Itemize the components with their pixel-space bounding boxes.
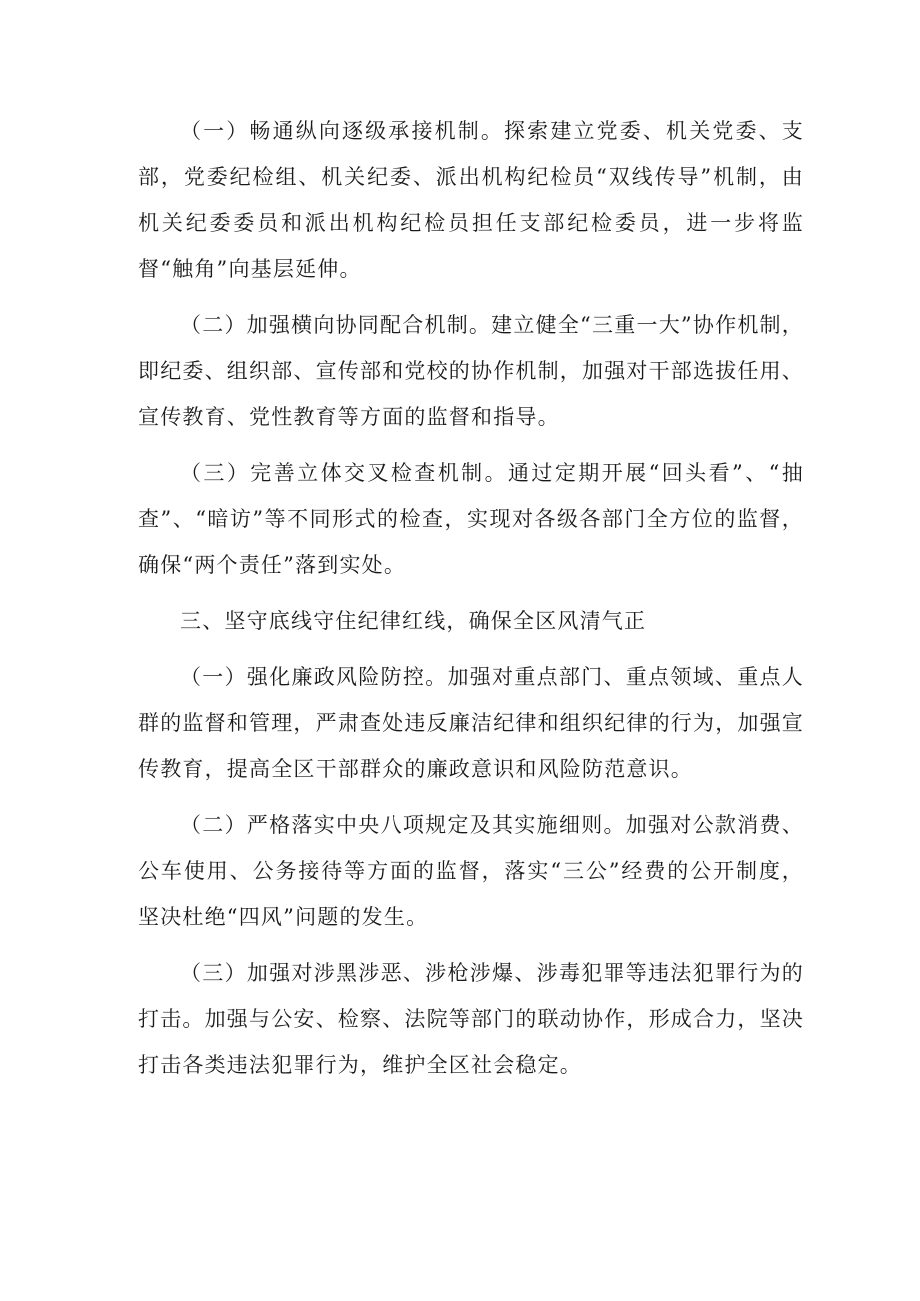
paragraph-discipline-1: （一）强化廉政风险防控。加强对重点部门、重点领域、重点人群的监督和管理，严肃查处违反廉洁纪律和组织纪律的行为，加强宣传教育，提高全区干部群众的廉政意识和风险防范意识。 [138,665,804,781]
paragraph-mechanism-1: （一）畅通纵向逐级承接机制。探索建立党委、机关党委、支部，党委纪检组、机关纪委、派出机构纪检员“双线传导”机制，由机关纪委委员和派出机构纪检员担任支部纪检委员，进一步将监督“触角”向基层延伸。 [138,119,804,281]
document-body [138,108,804,1098]
section-heading: 三、坚守底线守住纪律红线，确保全区风清气正 [180,609,647,633]
paragraph-discipline-3: （三）加强对涉黑涉恶、涉枪涉爆、涉毒犯罪等违法犯罪行为的打击。加强与公安、检察、法院等部门的联动协作，形成合力，坚决打击各类违法犯罪行为，维护全区社会稳定。 [138,961,804,1077]
paragraph-mechanism-2: （二）加强横向协同配合机制。建立健全“三重一大”协作机制，即纪委、组织部、宣传部和党校的协作机制，加强对干部选拔任用、宣传教育、党性教育等方面的监督和指导。 [138,313,804,429]
paragraph-discipline-2: （二）严格落实中央八项规定及其实施细则。加强对公款消费、公车使用、公务接待等方面的监督，落实“三公”经费的公开制度，坚决杜绝“四风”问题的发生。 [138,813,804,929]
paragraph-mechanism-3: （三）完善立体交叉检查机制。通过定期开展“回头看”、“抽查”、“暗访”等不同形式的检查，实现对各级各部门全方位的监督，确保“两个责任”落到实处。 [138,461,804,577]
